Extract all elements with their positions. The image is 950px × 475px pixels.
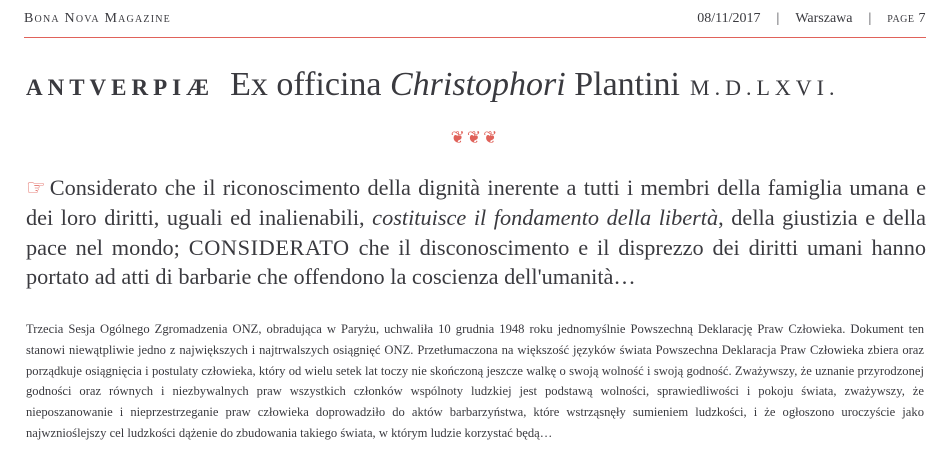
title-year: M.D.LXVI.: [690, 75, 840, 100]
body-text-2: , obradująca w Paryżu, uchwaliła 10 grudnia 1948 roku jednomyślnie Powszechną Deklarację Praw Człowieka. Dokument ten stanowi niewątpliwie jedno z największych i najtrwalszych osiągnięć: [26, 322, 925, 357]
lead-text-1: Considerato che il riconoscimento della dignità inerente a tutti i membri della famiglia umana e dei loro diritti, uguali ed inalienabili,: [26, 175, 926, 230]
title-main: [230, 66, 680, 103]
title-part1: Ex officina: [230, 66, 382, 103]
page-title: [26, 66, 936, 104]
header-meta: [697, 11, 926, 27]
lead-paragraph: [26, 173, 926, 292]
lead-small-caps: CONSIDERATO: [188, 234, 350, 260]
issue-date: 08/11/2017: [697, 11, 761, 26]
title-city: ANTVERPIÆ: [26, 75, 215, 100]
floral-ornament-icon: ❦❦❦: [450, 128, 500, 148]
title-name: Christophori: [390, 66, 566, 103]
magazine-name: Bona Nova Magazine: [24, 11, 171, 26]
body-abbreviation: ONZ: [384, 342, 411, 357]
body-paragraph: [26, 319, 924, 444]
body-text-3: . Przetłumaczona na większość języków świata Powszechna Deklaracja Praw Człowieka zbiera oraz porządkuje osiągnięcia i postulaty człowieka, który od wielu setek lat toczy nie skończoną jeszcze walkę o swoją wolność i swoją godność. Zważywszy, że uznanie przyrodzonej godności oraz równych i niezbywalnych praw wszystkich członków wspólnoty ludzkiej jest podstawą wolności, sprawiedliwości i pokoju świata, zważywszy, że nieposzanowanie i nieprzestrzeganie praw człowieka doprowadziło do aktów barbarzyństwa, które wstrząsnęły sumieniem ludzkości, i że ogłoszono uroczyście jako najwznioślejszy cel ludzkości dążenie do zbudowania takiego świata, w którym ludzie korzystać będą…: [26, 342, 924, 440]
header-separator: |: [868, 11, 872, 26]
lead-text-2: , della giustizia e della pace nel mondo;: [26, 204, 926, 260]
title-part2: Plantini: [574, 66, 681, 103]
page-number: page 7: [887, 11, 926, 26]
page-header: [24, 0, 926, 38]
header-separator: |: [776, 11, 780, 26]
lead-text-3: che il disconoscimento e il disprezzo dei diritti umani hanno portato ad atti di barbarie che offendono la coscienza dell'umanità…: [26, 234, 926, 290]
body-abbreviation: ONZ: [232, 322, 259, 336]
pointing-hand-icon: ☞: [26, 175, 46, 200]
body-text-1: Trzecia Sesja Ogólnego Zgromadzenia: [26, 322, 233, 336]
issue-city: Warszawa: [795, 11, 853, 26]
lead-emphasis: costituisce il fondamento della libertà: [372, 204, 719, 230]
